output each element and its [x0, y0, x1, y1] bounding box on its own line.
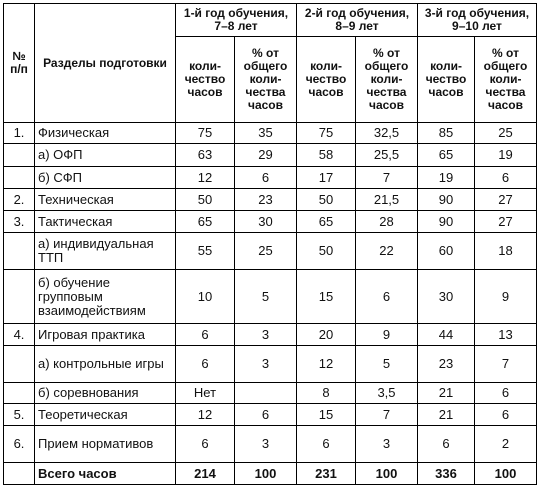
percent-cell: 5 [235, 270, 297, 324]
header-hours: коли-чество часов [176, 37, 235, 123]
percent-cell: 3 [235, 346, 297, 383]
hours-cell: 60 [418, 233, 475, 270]
row-number: 1. [4, 123, 35, 144]
hours-cell: 30 [418, 270, 475, 324]
hours-cell: 65 [297, 211, 356, 233]
percent-cell: 6 [235, 167, 297, 189]
row-number: 3. [4, 211, 35, 233]
row-section-name: б) соревнования [35, 383, 176, 404]
percent-cell: 7 [475, 346, 537, 383]
percent-cell: 9 [475, 270, 537, 324]
table-row [4, 324, 537, 346]
row-section-name: Теоретическая [35, 404, 176, 426]
total-hours-cell: 336 [418, 463, 475, 485]
percent-cell: 23 [235, 189, 297, 211]
header-year-3: 3-й год обучения, 9–10 лет [418, 4, 537, 37]
hours-cell: 21 [418, 383, 475, 404]
table-row [4, 270, 537, 324]
hours-cell: 55 [176, 233, 235, 270]
percent-cell: 6 [356, 270, 418, 324]
table-row [4, 211, 537, 233]
percent-cell: 30 [235, 211, 297, 233]
row-section-name: б) обучение групповым взаимодействиям [35, 270, 176, 324]
percent-cell: 3 [235, 426, 297, 463]
row-section-name: Техническая [35, 189, 176, 211]
row-number: 6. [4, 426, 35, 463]
total-percent-cell: 100 [475, 463, 537, 485]
hours-cell: Нет [176, 383, 235, 404]
percent-cell: 6 [235, 404, 297, 426]
row-number: 2. [4, 189, 35, 211]
hours-cell: 90 [418, 189, 475, 211]
percent-cell: 22 [356, 233, 418, 270]
percent-cell: 28 [356, 211, 418, 233]
header-year-2: 2-й год обучения, 8–9 лет [297, 4, 418, 37]
row-section-name: Физическая [35, 123, 176, 144]
row-number [4, 144, 35, 167]
header-percent: % от общего коли-чества часов [475, 37, 537, 123]
percent-cell: 21,5 [356, 189, 418, 211]
percent-cell: 29 [235, 144, 297, 167]
hours-cell: 10 [176, 270, 235, 324]
percent-cell: 27 [475, 211, 537, 233]
table-row [4, 404, 537, 426]
row-number [4, 346, 35, 383]
percent-cell: 6 [475, 167, 537, 189]
row-section-name: б) СФП [35, 167, 176, 189]
row-section-name: а) индивидуальная ТТП [35, 233, 176, 270]
hours-cell: 12 [176, 167, 235, 189]
hours-cell: 6 [418, 426, 475, 463]
total-blank-cell [4, 463, 35, 485]
hours-cell: 20 [297, 324, 356, 346]
hours-cell: 75 [176, 123, 235, 144]
hours-cell: 90 [418, 211, 475, 233]
header-no: № п/п [4, 4, 35, 123]
percent-cell: 32,5 [356, 123, 418, 144]
hours-cell: 8 [297, 383, 356, 404]
hours-cell: 6 [297, 426, 356, 463]
header-hours: коли-чество часов [418, 37, 475, 123]
hours-cell: 6 [176, 324, 235, 346]
table-row [4, 144, 537, 167]
percent-cell: 25 [235, 233, 297, 270]
hours-cell: 12 [176, 404, 235, 426]
row-number: 5. [4, 404, 35, 426]
percent-cell: 13 [475, 324, 537, 346]
hours-cell: 50 [297, 233, 356, 270]
percent-cell: 3,5 [356, 383, 418, 404]
hours-cell: 44 [418, 324, 475, 346]
percent-cell: 25 [475, 123, 537, 144]
percent-cell: 3 [356, 426, 418, 463]
table-row [4, 123, 537, 144]
row-section-name: Игровая практика [35, 324, 176, 346]
percent-cell: 19 [475, 144, 537, 167]
percent-cell [235, 383, 297, 404]
hours-cell: 65 [176, 211, 235, 233]
table-row [4, 189, 537, 211]
hours-cell: 50 [297, 189, 356, 211]
percent-cell: 25,5 [356, 144, 418, 167]
percent-cell: 7 [356, 404, 418, 426]
row-section-name: Тактическая [35, 211, 176, 233]
row-number [4, 233, 35, 270]
percent-cell: 6 [475, 383, 537, 404]
table-row [4, 233, 537, 270]
header-percent: % от общего коли-чества часов [235, 37, 297, 123]
hours-cell: 6 [176, 426, 235, 463]
table-row [4, 346, 537, 383]
hours-cell: 85 [418, 123, 475, 144]
hours-cell: 65 [418, 144, 475, 167]
table-body [4, 123, 537, 485]
row-section-name: а) ОФП [35, 144, 176, 167]
row-section-name: а) контрольные игры [35, 346, 176, 383]
percent-cell: 35 [235, 123, 297, 144]
hours-cell: 75 [297, 123, 356, 144]
hours-cell: 23 [418, 346, 475, 383]
table-row [4, 167, 537, 189]
row-number [4, 270, 35, 324]
header-hours: коли-чество часов [297, 37, 356, 123]
table-row [4, 383, 537, 404]
total-row [4, 463, 537, 485]
total-label: Всего часов [35, 463, 176, 485]
hours-cell: 58 [297, 144, 356, 167]
header-section: Разделы подготовки [35, 4, 176, 123]
percent-cell: 27 [475, 189, 537, 211]
row-number: 4. [4, 324, 35, 346]
percent-cell: 9 [356, 324, 418, 346]
row-number [4, 167, 35, 189]
percent-cell: 2 [475, 426, 537, 463]
header-year-1: 1-й год обучения, 7–8 лет [176, 4, 297, 37]
header-percent: % от общего коли-чества часов [356, 37, 418, 123]
hours-cell: 19 [418, 167, 475, 189]
row-number [4, 383, 35, 404]
total-hours-cell: 214 [176, 463, 235, 485]
percent-cell: 6 [475, 404, 537, 426]
hours-cell: 17 [297, 167, 356, 189]
hours-cell: 21 [418, 404, 475, 426]
percent-cell: 3 [235, 324, 297, 346]
percent-cell: 18 [475, 233, 537, 270]
hours-cell: 50 [176, 189, 235, 211]
total-percent-cell: 100 [235, 463, 297, 485]
hours-cell: 63 [176, 144, 235, 167]
percent-cell: 7 [356, 167, 418, 189]
hours-cell: 6 [176, 346, 235, 383]
total-percent-cell: 100 [356, 463, 418, 485]
percent-cell: 5 [356, 346, 418, 383]
hours-cell: 15 [297, 404, 356, 426]
hours-cell: 12 [297, 346, 356, 383]
row-section-name: Прием нормативов [35, 426, 176, 463]
training-plan-table [3, 3, 537, 485]
table-row [4, 426, 537, 463]
hours-cell: 15 [297, 270, 356, 324]
total-hours-cell: 231 [297, 463, 356, 485]
